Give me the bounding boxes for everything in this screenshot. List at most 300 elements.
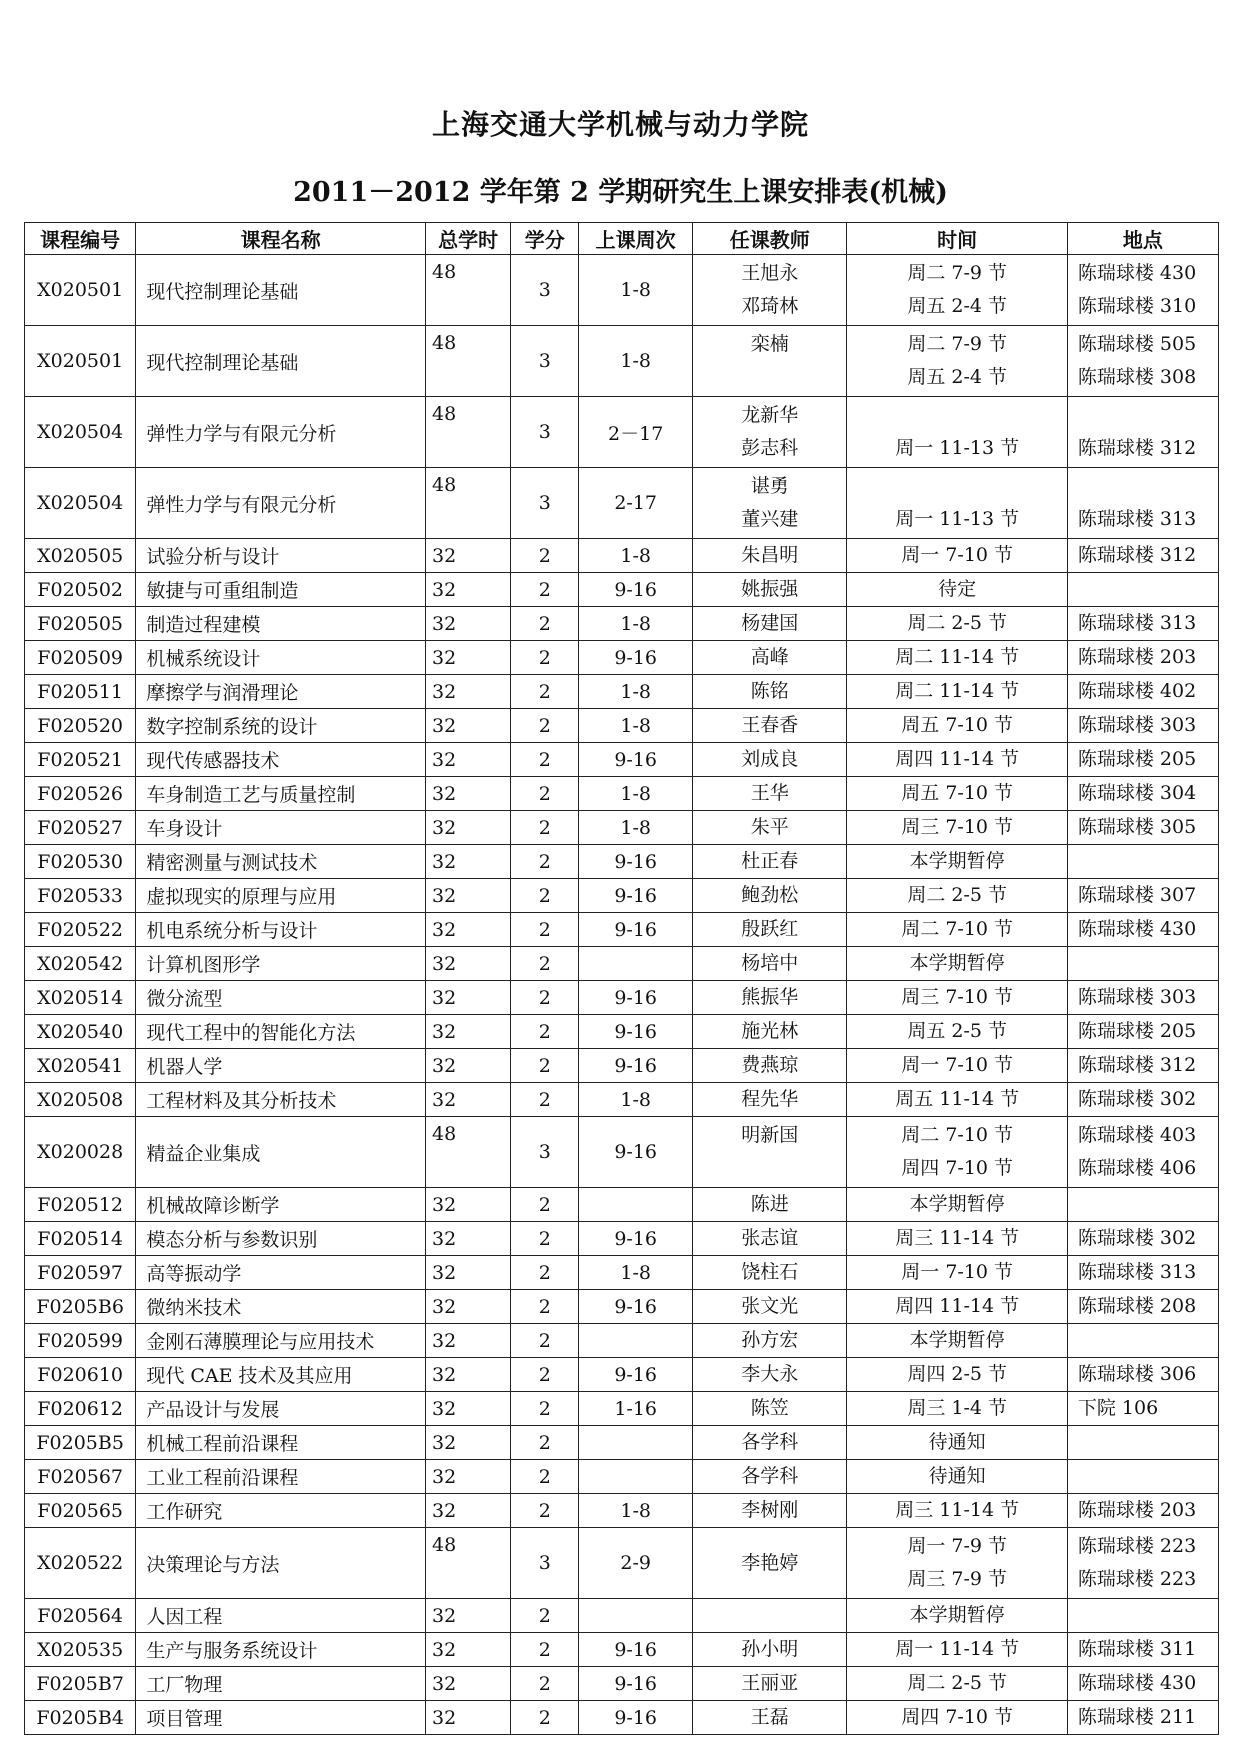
- course-weeks: 1-8: [579, 539, 693, 573]
- course-location-line: 陈瑞球楼 223: [1077, 1535, 1197, 1557]
- course-time: [847, 1049, 1067, 1083]
- document-title: 上海交通大学机械与动力学院: [431, 108, 809, 141]
- course-location-line: 陈瑞球楼 303: [1077, 714, 1197, 736]
- course-weeks: 9-16: [579, 1358, 693, 1392]
- course-code: F020533: [25, 879, 136, 913]
- course-code: X020504: [25, 468, 136, 539]
- header-name: 课程名称: [136, 223, 426, 255]
- course-weeks: 9-16: [579, 1222, 693, 1256]
- course-hours: 32: [426, 811, 511, 845]
- course-time-line: 周五 7-10 节: [901, 782, 1014, 804]
- course-location-line: 陈瑞球楼 505: [1077, 333, 1197, 355]
- course-time-line: 周三 1-4 节: [907, 1397, 1007, 1419]
- course-credit: 2: [511, 1015, 579, 1049]
- course-teacher-line: 龙新华: [741, 404, 799, 426]
- course-location: [1067, 397, 1218, 468]
- course-location-line: [1078, 399, 1212, 432]
- course-time-line: 周三 7-10 节: [901, 816, 1014, 838]
- course-code: X020522: [25, 1528, 136, 1599]
- course-hours: 32: [426, 1188, 511, 1222]
- course-credit: 2: [511, 1426, 579, 1460]
- course-weeks: 9-16: [579, 1633, 693, 1667]
- course-time-line: 本学期暂停: [909, 1329, 1005, 1351]
- course-code: F0205B5: [25, 1426, 136, 1460]
- course-location: [1067, 811, 1218, 845]
- course-hours: 48: [426, 1528, 511, 1599]
- course-weeks: 9-16: [579, 1667, 693, 1701]
- table-row: [25, 1290, 1219, 1324]
- course-time: [847, 947, 1067, 981]
- course-code: X020028: [25, 1117, 136, 1188]
- course-teacher-line: 朱昌明: [741, 544, 799, 566]
- table-row: [25, 1392, 1219, 1426]
- course-weeks: 2-17: [579, 468, 693, 539]
- course-location-line: 陈瑞球楼 308: [1077, 366, 1197, 388]
- course-code: F020610: [25, 1358, 136, 1392]
- course-location: [1067, 573, 1218, 607]
- course-weeks: 1-8: [579, 607, 693, 641]
- course-time-line: 本学期暂停: [909, 1193, 1005, 1215]
- table-row: [25, 845, 1219, 879]
- table-row: [25, 468, 1219, 539]
- course-location: [1067, 1290, 1218, 1324]
- course-location-line: 陈瑞球楼 307: [1077, 884, 1197, 906]
- course-location: [1067, 1083, 1218, 1117]
- course-location-line: 陈瑞球楼 406: [1077, 1157, 1197, 1179]
- course-location-line: [1078, 1426, 1212, 1459]
- course-hours: 32: [426, 1083, 511, 1117]
- course-time-line: 本学期暂停: [909, 850, 1005, 872]
- course-teacher-line: [699, 1152, 841, 1185]
- course-location-line: 陈瑞球楼 203: [1077, 1499, 1197, 1521]
- course-code: F020530: [25, 845, 136, 879]
- course-hours: 32: [426, 1633, 511, 1667]
- course-location-line: 陈瑞球楼 313: [1077, 612, 1197, 634]
- course-teacher-line: 孙方宏: [741, 1329, 799, 1351]
- course-code: X020514: [25, 981, 136, 1015]
- course-location: [1067, 607, 1218, 641]
- course-teacher-line: 栾楠: [750, 333, 789, 355]
- course-time-line: 周四 11-14 节: [895, 748, 1020, 770]
- course-location: [1067, 1256, 1218, 1290]
- course-time-line: 周二 7-10 节: [901, 918, 1014, 940]
- course-weeks: 1-8: [579, 1494, 693, 1528]
- course-location-line: 陈瑞球楼 313: [1077, 1261, 1197, 1283]
- course-time-line: 周四 11-14 节: [895, 1295, 1020, 1317]
- course-hours: 32: [426, 845, 511, 879]
- course-weeks: 9-16: [579, 1015, 693, 1049]
- course-code: X020535: [25, 1633, 136, 1667]
- course-time: [847, 326, 1067, 397]
- course-hours: 32: [426, 1358, 511, 1392]
- course-teacher-line: [699, 1599, 841, 1632]
- course-time: [847, 1358, 1067, 1392]
- course-teacher: [692, 1701, 847, 1735]
- course-teacher-line: 各学科: [741, 1465, 799, 1487]
- course-time: [847, 1667, 1067, 1701]
- course-code: F0205B4: [25, 1701, 136, 1735]
- course-time: [847, 1188, 1067, 1222]
- course-name: 制造过程建模: [136, 607, 426, 641]
- course-teacher-line: 熊振华: [741, 986, 799, 1008]
- course-time: [847, 573, 1067, 607]
- course-credit: 2: [511, 1290, 579, 1324]
- course-location: [1067, 539, 1218, 573]
- course-location-line: 陈瑞球楼 312: [1077, 544, 1197, 566]
- course-time: [847, 777, 1067, 811]
- course-teacher-line: 李大永: [741, 1363, 799, 1385]
- course-teacher-line: 朱平: [750, 816, 789, 838]
- course-location: [1067, 1633, 1218, 1667]
- course-name: 现代 CAE 技术及其应用: [136, 1358, 426, 1392]
- course-location: [1067, 641, 1218, 675]
- course-teacher: [692, 1667, 847, 1701]
- course-time: [847, 811, 1067, 845]
- course-location-line: [1078, 1460, 1212, 1493]
- course-location: [1067, 1599, 1218, 1633]
- course-location-line: 陈瑞球楼 313: [1077, 508, 1197, 530]
- course-hours: 32: [426, 981, 511, 1015]
- table-row: [25, 1701, 1219, 1735]
- header-teacher: 任课教师: [692, 223, 847, 255]
- course-location: [1067, 1528, 1218, 1599]
- course-name: 敏捷与可重组制造: [136, 573, 426, 607]
- course-name: 现代工程中的智能化方法: [136, 1015, 426, 1049]
- course-location: [1067, 675, 1218, 709]
- course-time: [847, 397, 1067, 468]
- course-location: [1067, 743, 1218, 777]
- course-teacher-line: 邓琦林: [741, 295, 799, 317]
- course-location: [1067, 981, 1218, 1015]
- course-credit: 2: [511, 1460, 579, 1494]
- course-teacher: [692, 845, 847, 879]
- table-row: [25, 1633, 1219, 1667]
- course-name: 人因工程: [136, 1599, 426, 1633]
- course-teacher-line: [699, 361, 841, 394]
- course-name: 机械工程前沿课程: [136, 1426, 426, 1460]
- course-weeks: [579, 947, 693, 981]
- course-location-line: 陈瑞球楼 312: [1077, 1054, 1197, 1076]
- course-time-line: 待通知: [928, 1431, 986, 1453]
- course-credit: 2: [511, 675, 579, 709]
- course-weeks: 9-16: [579, 879, 693, 913]
- course-time-line: 周二 11-14 节: [895, 680, 1020, 702]
- table-row: [25, 811, 1219, 845]
- course-code: F020502: [25, 573, 136, 607]
- course-location-line: 陈瑞球楼 305: [1077, 816, 1197, 838]
- course-code: F020527: [25, 811, 136, 845]
- course-hours: 32: [426, 1256, 511, 1290]
- table-row: [25, 1256, 1219, 1290]
- course-time: [847, 1222, 1067, 1256]
- course-location-line: 下院 106: [1077, 1397, 1159, 1419]
- course-hours: 32: [426, 1324, 511, 1358]
- course-time-line: 周五 2-4 节: [907, 366, 1007, 388]
- course-time: [847, 1701, 1067, 1735]
- course-teacher: [692, 641, 847, 675]
- course-hours: 32: [426, 607, 511, 641]
- course-name: 项目管理: [136, 1701, 426, 1735]
- course-teacher-line: 张文光: [741, 1295, 799, 1317]
- course-weeks: 9-16: [579, 1701, 693, 1735]
- course-location-line: [1078, 845, 1212, 878]
- course-teacher: [692, 913, 847, 947]
- course-time: [847, 1426, 1067, 1460]
- table-row: [25, 709, 1219, 743]
- table-row: [25, 743, 1219, 777]
- course-name: 车身制造工艺与质量控制: [136, 777, 426, 811]
- course-teacher-line: 明新国: [741, 1124, 799, 1146]
- course-weeks: 9-16: [579, 641, 693, 675]
- course-location: [1067, 1015, 1218, 1049]
- course-teacher: [692, 1222, 847, 1256]
- course-time-line: 周二 7-9 节: [907, 333, 1007, 355]
- course-hours: 48: [426, 326, 511, 397]
- course-location-line: 陈瑞球楼 203: [1077, 646, 1197, 668]
- course-name: 精密测量与测试技术: [136, 845, 426, 879]
- course-teacher-line: 饶柱石: [741, 1261, 799, 1283]
- course-credit: 2: [511, 1599, 579, 1633]
- course-code: X020501: [25, 326, 136, 397]
- course-name: 微纳米技术: [136, 1290, 426, 1324]
- course-teacher-line: 刘成良: [741, 748, 799, 770]
- course-weeks: 9-16: [579, 913, 693, 947]
- course-time-line: 周二 2-5 节: [907, 1672, 1007, 1694]
- table-row: [25, 675, 1219, 709]
- course-code: F020565: [25, 1494, 136, 1528]
- table-row: [25, 879, 1219, 913]
- course-time-line: 待定: [938, 578, 977, 600]
- course-name: 工厂物理: [136, 1667, 426, 1701]
- course-hours: 32: [426, 709, 511, 743]
- course-location: [1067, 1701, 1218, 1735]
- course-location-line: [1078, 947, 1212, 980]
- table-row: [25, 573, 1219, 607]
- course-teacher-line: 董兴建: [741, 508, 799, 530]
- course-teacher-line: 杨建国: [741, 612, 799, 634]
- course-time-line: 周一 11-13 节: [895, 508, 1020, 530]
- document-subtitle: 2011－2012 学年第 2 学期研究生上课安排表(机械): [293, 177, 948, 208]
- course-credit: 2: [511, 1358, 579, 1392]
- course-name: 机器人学: [136, 1049, 426, 1083]
- course-teacher: [692, 397, 847, 468]
- course-teacher: [692, 539, 847, 573]
- course-code: F020612: [25, 1392, 136, 1426]
- course-hours: 32: [426, 947, 511, 981]
- course-hours: 32: [426, 1222, 511, 1256]
- course-time-line: 本学期暂停: [909, 1604, 1005, 1626]
- course-weeks: 9-16: [579, 981, 693, 1015]
- course-credit: 2: [511, 1324, 579, 1358]
- table-row: [25, 1667, 1219, 1701]
- course-name: 现代控制理论基础: [136, 255, 426, 326]
- table-row: [25, 1599, 1219, 1633]
- course-location: [1067, 1494, 1218, 1528]
- course-time-line: 待通知: [928, 1465, 986, 1487]
- course-code: X020508: [25, 1083, 136, 1117]
- course-teacher: [692, 1494, 847, 1528]
- course-hours: 32: [426, 913, 511, 947]
- course-time-line: 周四 7-10 节: [901, 1157, 1014, 1179]
- course-weeks: [579, 1599, 693, 1633]
- course-teacher: [692, 1117, 847, 1188]
- course-weeks: 1-8: [579, 675, 693, 709]
- course-teacher-line: 各学科: [741, 1431, 799, 1453]
- course-teacher-line: 程先华: [741, 1088, 799, 1110]
- course-name: 计算机图形学: [136, 947, 426, 981]
- course-location-line: [1078, 1188, 1212, 1221]
- course-teacher-line: 姚振强: [741, 578, 799, 600]
- course-code: X020504: [25, 397, 136, 468]
- course-name: 生产与服务系统设计: [136, 1633, 426, 1667]
- course-credit: 2: [511, 1222, 579, 1256]
- course-teacher-line: 彭志科: [741, 437, 799, 459]
- course-credit: 2: [511, 1633, 579, 1667]
- course-name: 数字控制系统的设计: [136, 709, 426, 743]
- course-credit: 2: [511, 1392, 579, 1426]
- course-hours: 32: [426, 675, 511, 709]
- course-weeks: 9-16: [579, 1049, 693, 1083]
- course-time: [847, 539, 1067, 573]
- course-time-line: 周一 7-10 节: [901, 1054, 1014, 1076]
- course-credit: 2: [511, 1256, 579, 1290]
- course-credit: 3: [511, 397, 579, 468]
- course-time: [847, 255, 1067, 326]
- course-time-line: 周一 11-14 节: [895, 1638, 1020, 1660]
- course-location-line: 陈瑞球楼 430: [1077, 918, 1197, 940]
- course-credit: 2: [511, 573, 579, 607]
- course-location-line: 陈瑞球楼 312: [1077, 437, 1197, 459]
- course-time-line: 周三 11-14 节: [895, 1227, 1020, 1249]
- course-location-line: 陈瑞球楼 302: [1077, 1227, 1197, 1249]
- course-teacher-line: 李树刚: [741, 1499, 799, 1521]
- table-row: [25, 1494, 1219, 1528]
- course-teacher: [692, 468, 847, 539]
- course-time-line: [853, 399, 1060, 432]
- course-hours: 48: [426, 397, 511, 468]
- course-location-line: [1078, 1599, 1212, 1632]
- course-teacher: [692, 811, 847, 845]
- course-name: 试验分析与设计: [136, 539, 426, 573]
- course-time: [847, 879, 1067, 913]
- course-time-line: 本学期暂停: [909, 952, 1005, 974]
- course-hours: 48: [426, 255, 511, 326]
- course-credit: 2: [511, 1083, 579, 1117]
- course-teacher-line: 王春香: [741, 714, 799, 736]
- course-code: F020509: [25, 641, 136, 675]
- course-location-line: 陈瑞球楼 403: [1077, 1124, 1197, 1146]
- course-name: 工程材料及其分析技术: [136, 1083, 426, 1117]
- course-teacher-line: 杨培中: [741, 952, 799, 974]
- course-teacher-line: 李艳婷: [741, 1551, 799, 1574]
- course-teacher: [692, 777, 847, 811]
- course-time: [847, 913, 1067, 947]
- course-teacher-line: 陈进: [750, 1193, 789, 1215]
- course-location: [1067, 879, 1218, 913]
- course-time-line: 周五 11-14 节: [895, 1088, 1020, 1110]
- table-row: [25, 1528, 1219, 1599]
- course-code: F020599: [25, 1324, 136, 1358]
- course-teacher: [692, 1083, 847, 1117]
- course-time-line: 周三 7-9 节: [907, 1568, 1007, 1590]
- course-time-line: 周二 7-10 节: [901, 1124, 1014, 1146]
- course-time: [847, 607, 1067, 641]
- course-location: [1067, 1667, 1218, 1701]
- course-location: [1067, 1117, 1218, 1188]
- course-name: 产品设计与发展: [136, 1392, 426, 1426]
- course-location-line: 陈瑞球楼 211: [1077, 1706, 1197, 1728]
- header-credit: 学分: [511, 223, 579, 255]
- course-location-line: 陈瑞球楼 304: [1077, 782, 1197, 804]
- course-teacher-line: 孙小明: [741, 1638, 799, 1660]
- course-location: [1067, 913, 1218, 947]
- course-code: F020567: [25, 1460, 136, 1494]
- course-teacher-line: 王丽亚: [741, 1672, 799, 1694]
- course-name: 微分流型: [136, 981, 426, 1015]
- course-teacher: [692, 573, 847, 607]
- course-time-line: 周五 2-4 节: [907, 295, 1007, 317]
- course-hours: 32: [426, 1049, 511, 1083]
- course-time-line: 周一 7-9 节: [907, 1535, 1007, 1557]
- course-credit: 2: [511, 947, 579, 981]
- course-hours: 32: [426, 1392, 511, 1426]
- table-row: [25, 1358, 1219, 1392]
- course-time-line: 周二 7-9 节: [907, 262, 1007, 284]
- course-location-line: 陈瑞球楼 430: [1077, 1672, 1197, 1694]
- table-header-row: [25, 223, 1219, 255]
- course-weeks: 1-8: [579, 709, 693, 743]
- header-time: 时间: [847, 223, 1067, 255]
- course-time-line: 周二 11-14 节: [895, 646, 1020, 668]
- course-hours: 32: [426, 777, 511, 811]
- course-time: [847, 743, 1067, 777]
- course-code: F0205B7: [25, 1667, 136, 1701]
- table-row: [25, 1117, 1219, 1188]
- course-name: 工作研究: [136, 1494, 426, 1528]
- course-teacher: [692, 675, 847, 709]
- header-hours: 总学时: [426, 223, 511, 255]
- course-credit: 2: [511, 709, 579, 743]
- course-hours: 48: [426, 1117, 511, 1188]
- course-time: [847, 981, 1067, 1015]
- header-code: 课程编号: [25, 223, 136, 255]
- course-name: 机械故障诊断学: [136, 1188, 426, 1222]
- course-teacher-line: 王华: [750, 782, 789, 804]
- course-teacher: [692, 743, 847, 777]
- course-location: [1067, 777, 1218, 811]
- course-teacher: [692, 1426, 847, 1460]
- course-credit: 2: [511, 845, 579, 879]
- table-row: [25, 913, 1219, 947]
- course-name: 模态分析与参数识别: [136, 1222, 426, 1256]
- course-weeks: [579, 1188, 693, 1222]
- course-teacher-line: 施光林: [741, 1020, 799, 1042]
- course-hours: 32: [426, 641, 511, 675]
- course-teacher-line: 谌勇: [750, 475, 789, 497]
- course-teacher: [692, 1460, 847, 1494]
- course-name: 决策理论与方法: [136, 1528, 426, 1599]
- table-row: [25, 539, 1219, 573]
- course-name: 精益企业集成: [136, 1117, 426, 1188]
- table-body: [25, 255, 1219, 1735]
- course-location: [1067, 1324, 1218, 1358]
- course-weeks: 1-8: [579, 811, 693, 845]
- course-time-line: 周三 11-14 节: [895, 1499, 1020, 1521]
- table-row: [25, 1460, 1219, 1494]
- course-weeks: 9-16: [579, 1117, 693, 1188]
- course-time: [847, 1494, 1067, 1528]
- course-code: F020514: [25, 1222, 136, 1256]
